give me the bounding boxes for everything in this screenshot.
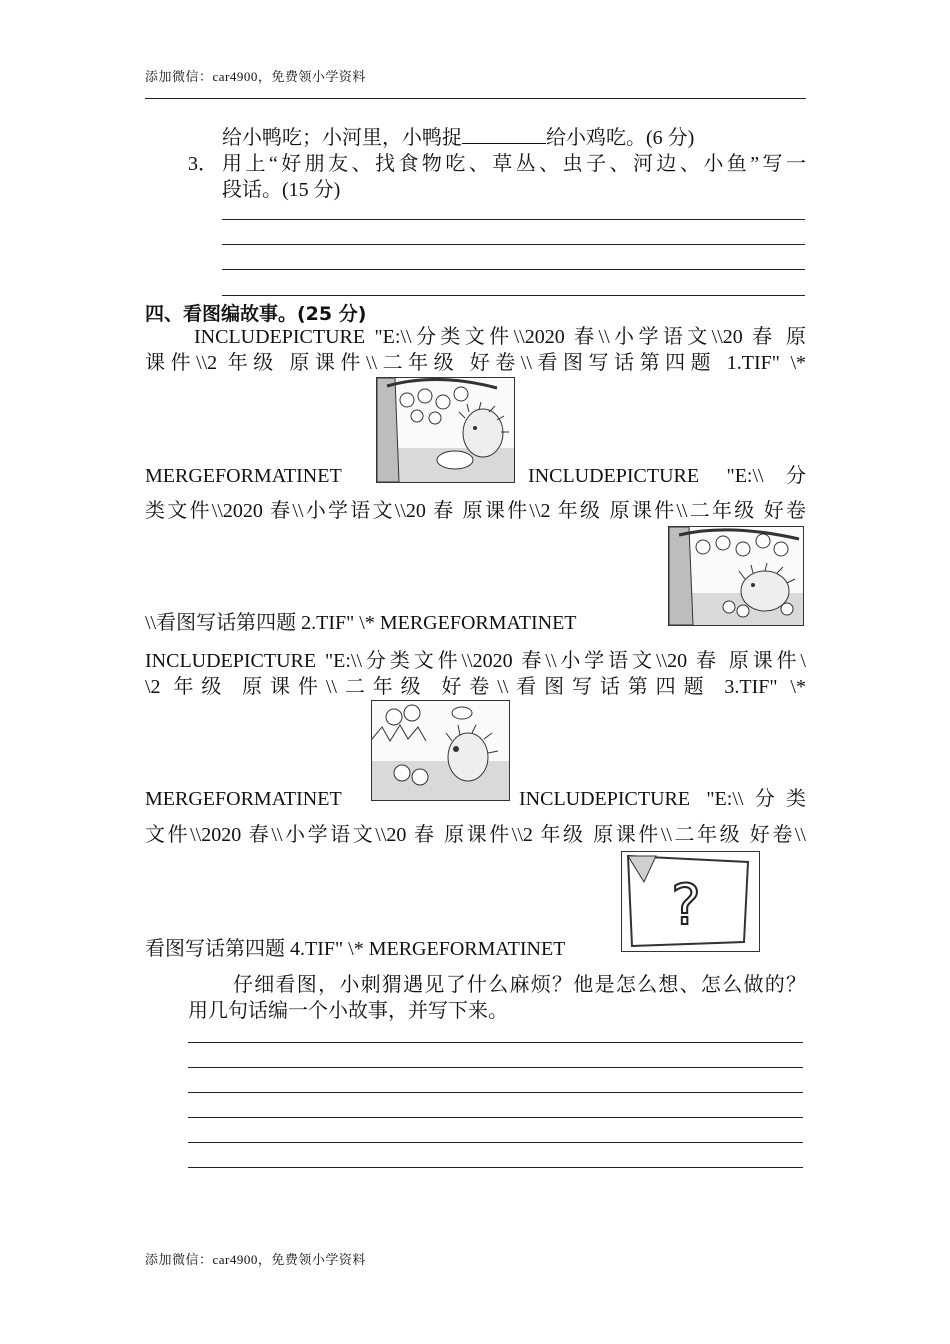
question2-text-end: 给小鸡吃。(6 分) xyxy=(546,127,695,149)
header-note: 添加微信：car4900，免费领小学资料 xyxy=(145,69,366,84)
story-picture-3 xyxy=(371,700,510,801)
story-picture-4 xyxy=(621,851,760,952)
answer-line[interactable] xyxy=(188,1042,803,1043)
field4-start: INCLUDEPICTURE "E:\\分类 xyxy=(519,788,806,810)
answer-line[interactable] xyxy=(222,295,805,296)
question3-number: 3． xyxy=(188,153,218,175)
story-picture-2 xyxy=(668,526,804,626)
field2-start: INCLUDEPICTURE "E:\\分 xyxy=(528,465,806,487)
question2-text-start: 给小鸭吃；小河里，小鸭捉 xyxy=(222,127,462,149)
field1-line2: 课件\\2 年级 原课件\\二年级 好卷\\看图写话第四题 1.TIF" \* xyxy=(145,352,806,374)
field2-end: \\看图写话第四题 2.TIF" \* MERGEFORMATINET xyxy=(145,612,577,634)
story-prompt-line2: 用几句话编一个小故事，并写下来。 xyxy=(188,1000,508,1022)
section-title: 四、看图编故事。(25 分) xyxy=(145,303,367,325)
field2-line2: 类文件\\2020 春\\小学语文\\20 春 原课件\\2 年级 原课件\\二年级 好卷 xyxy=(145,500,806,522)
header-divider xyxy=(145,98,806,99)
question3-line2: 段话。(15 分) xyxy=(222,179,341,201)
answer-line[interactable] xyxy=(222,269,805,270)
answer-line[interactable] xyxy=(188,1117,803,1118)
question2-line xyxy=(222,125,694,151)
question-mark-glyph: ? xyxy=(671,873,701,938)
footer-note: 添加微信：car4900，免费领小学资料 xyxy=(145,1252,366,1267)
field4-end: 看图写话第四题 4.TIF" \* MERGEFORMATINET xyxy=(145,938,566,960)
story-picture-1 xyxy=(376,377,515,483)
field3-end: MERGEFORMATINET xyxy=(145,788,342,810)
field4-line2: 文件\\2020 春\\小学语文\\20 春 原课件\\2 年级 原课件\\二年级 好卷\\ xyxy=(145,824,806,846)
question3-line1: 用上“好朋友、找食物吃、草丛、虫子、河边、小鱼”写一 xyxy=(222,153,806,175)
field1-line1: INCLUDEPICTURE "E:\\分类文件\\2020 春\\小学语文\\20 春 原 xyxy=(194,326,806,348)
answer-blank[interactable] xyxy=(462,125,546,144)
field3-line2: \2 年级 原课件\\二年级 好卷\\看图写话第四题 3.TIF" \* xyxy=(145,676,806,698)
story-prompt-line1: 仔细看图，小刺猬遇见了什么麻烦？他是怎么想、怎么做的？ xyxy=(233,974,806,996)
answer-line[interactable] xyxy=(188,1142,803,1143)
field3-line1: INCLUDEPICTURE "E:\\分类文件\\2020 春\\小学语文\\20 春 原课件\ xyxy=(145,650,806,672)
field1-end: MERGEFORMATINET xyxy=(145,465,342,487)
answer-line[interactable] xyxy=(222,219,805,220)
answer-line[interactable] xyxy=(222,244,805,245)
answer-line[interactable] xyxy=(188,1092,803,1093)
answer-line[interactable] xyxy=(188,1167,803,1168)
answer-line[interactable] xyxy=(188,1067,803,1068)
